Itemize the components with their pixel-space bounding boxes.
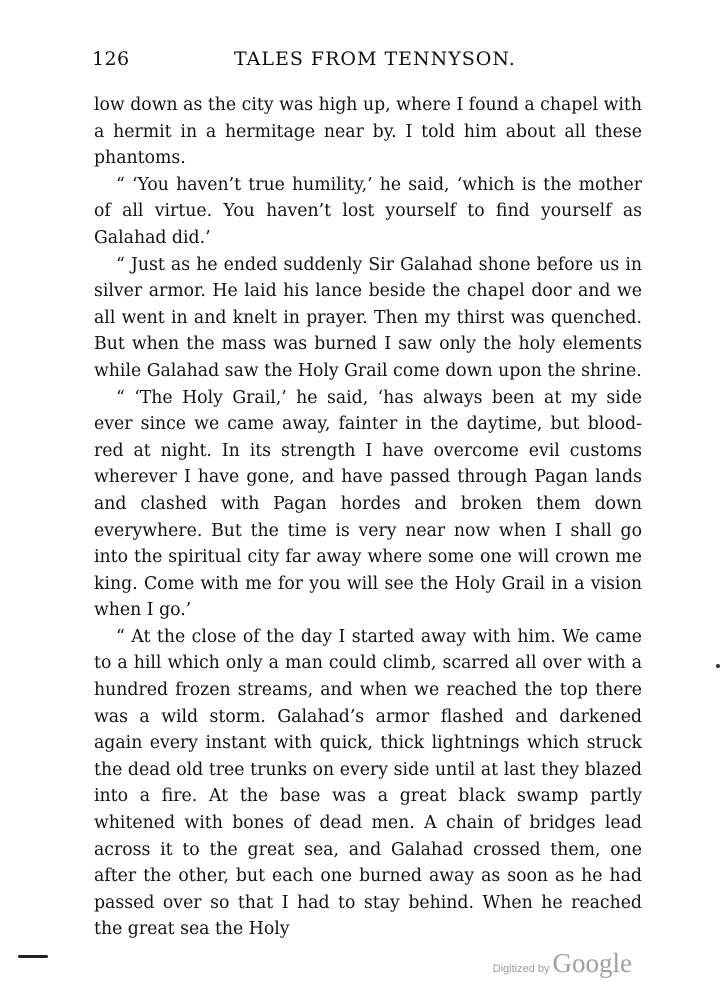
margin-ink-mark (18, 955, 48, 958)
running-head (92, 48, 652, 78)
stray-ink-dot (716, 664, 720, 668)
watermark-prefix: Digitized by (492, 963, 550, 975)
page-number: 126 (92, 48, 130, 70)
paragraph-2: “ ‘You haven’t true humility,’ he said, ‘which is the mother of all virtue. You haven’t lost yourself to find yourself as Galahad did.’ (94, 174, 642, 248)
book-title: TALES FROM TENNYSON. (234, 48, 516, 70)
paragraph-3: “ Just as he ended suddenly Sir Galahad shone before us in silver armor. He laid his lance beside the chapel door and we all went in and knelt in prayer. Then my thirst was quenched. But when the mass was burned I saw only the holy elements while Galahad saw the Holy Grail come down upon the shrine. (94, 254, 642, 381)
google-logo: Google (552, 948, 632, 978)
digitization-watermark (493, 948, 632, 979)
body-text (94, 92, 642, 943)
paragraph-5: “ At the close of the day I started away with him. We came to a hill which only a man could climb, scarred all over with a hundred frozen streams, and when we reached the top there was a wild storm. Galahad’s armor flashed and darkened again every instant with quick, thick lightnings which struck the dead old tree trunks on every side until at last they blazed into a fire. At the base was a great black swamp partly whitened with bones of dead men. A chain of bridges lead across it to the great sea, and Galahad crossed them, one after the other, but each one burned away as soon as he had passed over so that I had to stay behind. When he reached the great sea the Holy (94, 626, 642, 940)
paragraph-4: “ ‘The Holy Grail,’ he said, ‘has always been at my side ever since we came away, fainter in the daytime, but blood-red at night. In its strength I have overcome evil customs wherever I have gone, and have passed through Pagan lands and clashed with Pagan hordes and broken them down everywhere. But the time is very near now when I shall go into the spiritual city far away where some one will crown me king. Come with me for you will see the Holy Grail in a vision when I go.’ (94, 387, 642, 621)
paragraph-1: low down as the city was high up, where I found a chapel with a hermit in a hermitage near by. I told him about all these phantoms. (94, 95, 642, 169)
